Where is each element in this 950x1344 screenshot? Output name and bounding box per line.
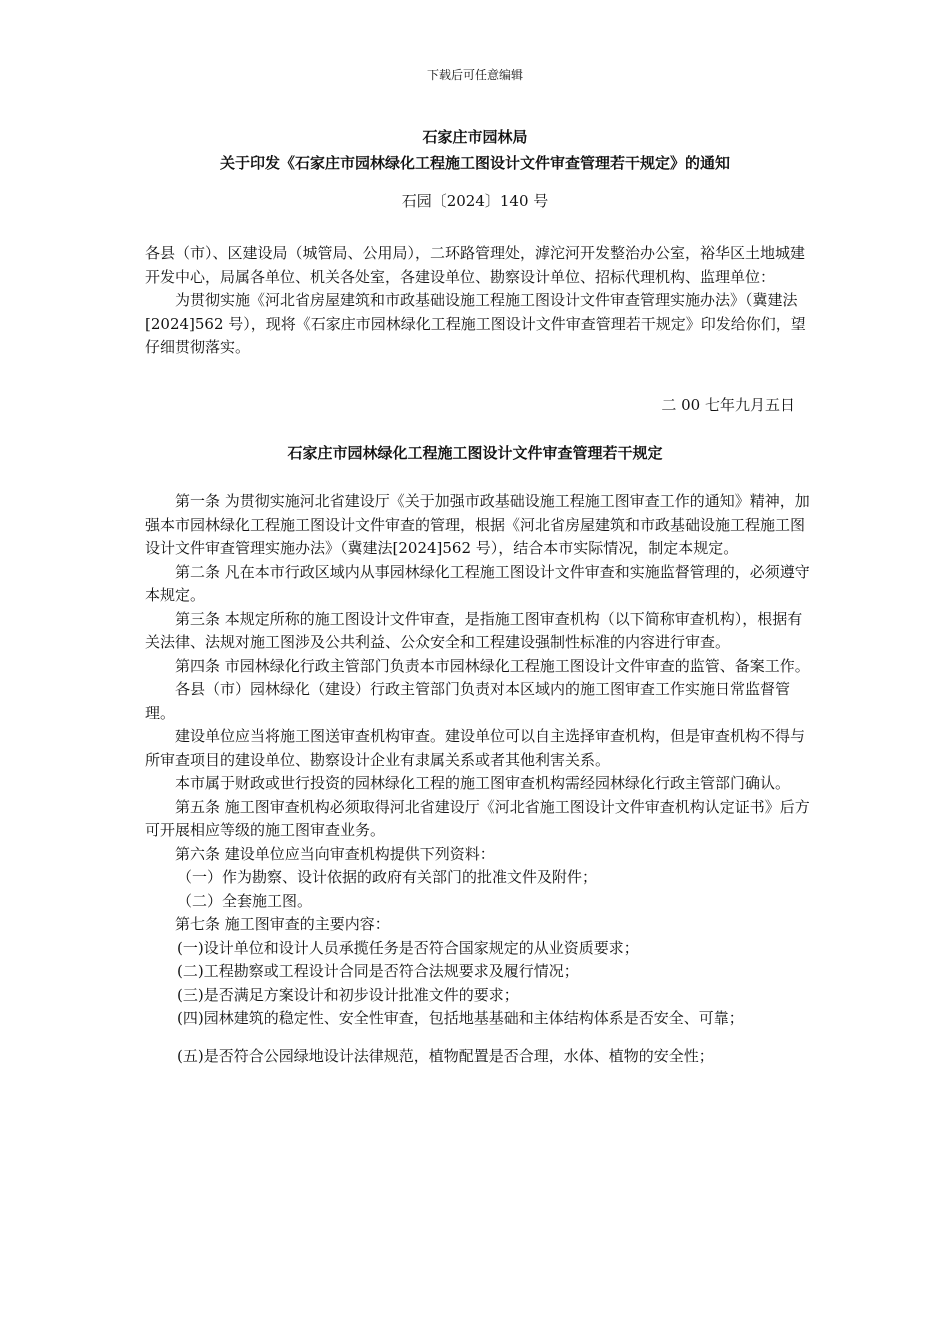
article-4: 第四条 市园林绿化行政主管部门负责本市园林绿化工程施工图设计文件审查的监管、备案工作。 xyxy=(175,656,810,675)
article-6: 第六条 建设单位应当向审查机构提供下列资料： xyxy=(175,844,495,863)
notice-recipients: 各县（市）、区建设局（城管局、公用局），二环路管理处，滹沱河开发整治办公室，裕华区土地城建开发中心，局属各单位、机关各处室，各建设单位、勘察设计单位、招标代理机构、监理单位： xyxy=(145,244,806,286)
article-5: 第五条 施工图审查机构必须取得河北省建设厅《河北省施工图设计文件审查机构认定证书》后方可开展相应等级的施工图审查业务。 xyxy=(145,797,810,839)
notice-body xyxy=(145,242,815,360)
article-2: 第二条 凡在本市行政区域内从事园林绿化工程施工图设计文件审查和实施监督管理的，必须遵守本规定。 xyxy=(145,562,810,604)
article-7-item: (五)是否符合公园绿地设计法律规范，植物配置是否合理，水体、植物的安全性； xyxy=(177,1046,714,1065)
article-7-item: (四)园林建筑的稳定性、安全性审查，包括地基基础和主体结构体系是否安全、可靠； xyxy=(177,1009,744,1027)
org-title: 石家庄市园林局 xyxy=(422,128,528,146)
article-6-item: （一）作为勘察、设计依据的政府有关部门的批准文件及附件； xyxy=(177,868,598,886)
rules-body xyxy=(145,490,815,1068)
article-7-item: (三)是否满足方案设计和初步设计批准文件的要求； xyxy=(177,985,519,1004)
download-note: 下载后可任意编辑 xyxy=(426,68,523,82)
article-3: 第三条 本规定所称的施工图设计文件审查，是指施工图审查机构（以下简称审查机构），根据有关法律、法规对施工图涉及公共利益、公众安全和工程建设强制性标准的内容进行审查。 xyxy=(145,609,803,651)
article-7-item: (二)工程勘察或工程设计合同是否符合法规要求及履行情况； xyxy=(177,962,579,980)
article-7-item: (一)设计单位和设计人员承揽任务是否符合国家规定的从业资质要求； xyxy=(177,938,639,957)
paragraph-gap xyxy=(145,1031,815,1045)
notice-paragraph: 为贯彻实施《河北省房屋建筑和市政基础设施工程施工图设计文件审查管理实施办法》（冀建法[2024]562 号），现将《石家庄市园林绿化工程施工图设计文件审查管理若干规定》印发给你们，望仔细贯彻落实。 xyxy=(145,291,806,356)
article-4-paragraph-2: 各县（市）园林绿化（建设）行政主管部门负责对本区域内的施工图审查工作实施日常监督管理。 xyxy=(145,680,791,722)
notice-date: 二 00 七年九月五日 xyxy=(661,396,795,414)
article-1: 第一条 为贯彻实施河北省建设厅《关于加强市政基础设施工程施工图审查工作的通知》精神，加强本市园林绿化工程施工图设计文件审查的管理，根据《河北省房屋建筑和市政基础设施工程施工图设计文件审查管理实施办法》（冀建法[2024]562 号），结合本市实际情况，制定本规定。 xyxy=(145,492,810,557)
article-7: 第七条 施工图审查的主要内容： xyxy=(175,915,390,933)
article-6-item: （二）全套施工图。 xyxy=(177,891,313,910)
article-4-paragraph-3: 建设单位应当将施工图送审查机构审查。建设单位可以自主选择审查机构，但是审查机构不得与所审查项目的建设单位、勘察设计企业有隶属关系或者其他利害关系。 xyxy=(145,727,806,769)
document-number: 石园〔2024〕140 号 xyxy=(401,192,549,210)
article-4-paragraph-4: 本市属于财政或世行投资的园林绿化工程的施工图审查机构需经园林绿化行政主管部门确认。 xyxy=(175,774,791,792)
notice-title: 关于印发《石家庄市园林绿化工程施工图设计文件审查管理若干规定》的通知 xyxy=(219,154,730,172)
rules-title: 石家庄市园林绿化工程施工图设计文件审查管理若干规定 xyxy=(287,444,663,462)
